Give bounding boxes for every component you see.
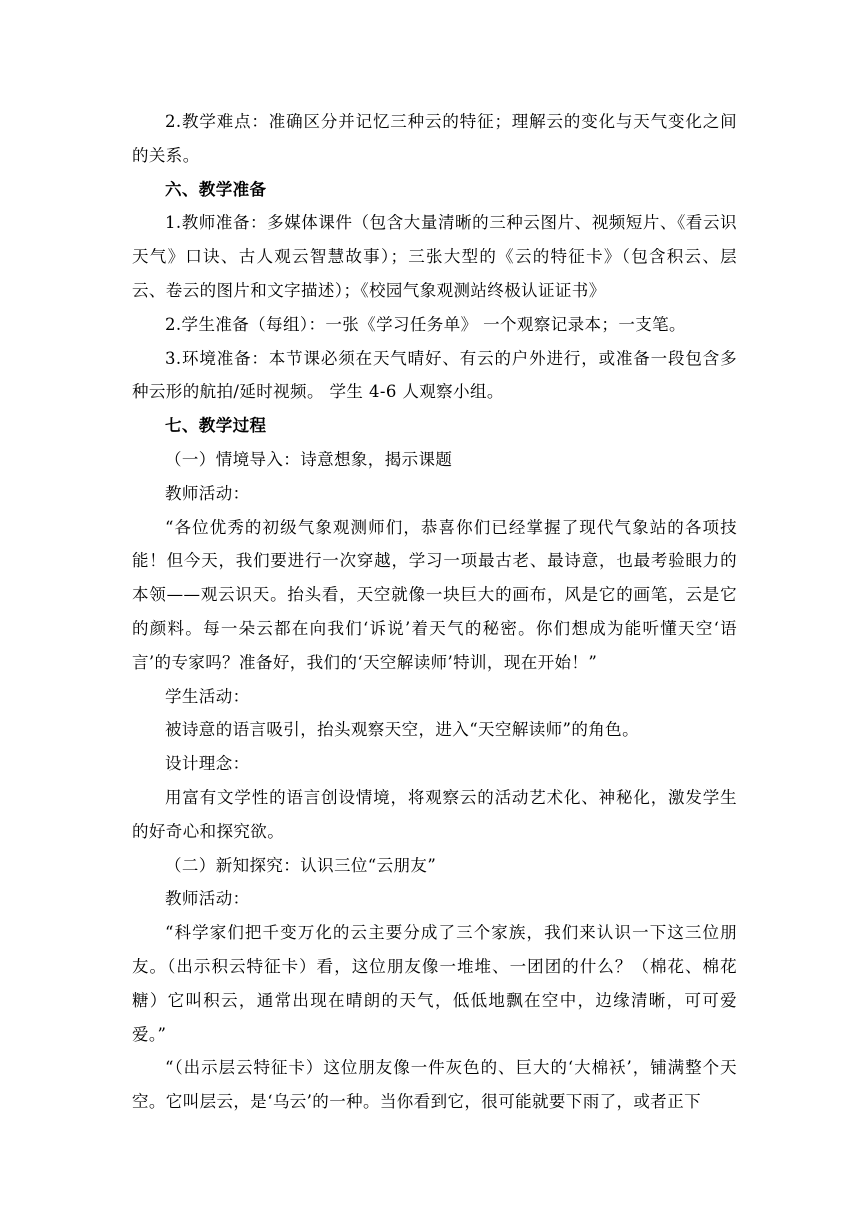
label-student-activity: 学生活动： [165, 686, 250, 706]
label-teacher-activity-2: 教师活动： [165, 889, 250, 909]
paragraph-environment-preparation: 3.环境准备：本节课必须在天气晴好、有云的户外进行，或准备一段包含多种云形的航拍/延时视频。 学生 4-6 人观察小组。 [132, 348, 737, 402]
subheading-new-knowledge: （二）新知探究：认识三位“云朋友” [165, 855, 437, 875]
subheading-situation-intro: （一）情境导入：诗意想象，揭示课题 [165, 449, 453, 469]
label-design-concept: 设计理念： [165, 754, 250, 774]
paragraph-teacher-preparation: 1.教师准备：多媒体课件（包含大量清晰的三种云图片、视频短片、《看云识天气》口诀、古人观云智慧故事）；三张大型的《云的特征卡》（包含积云、层云、卷云的图片和文字描述）；《校园气象观测站终极认证证书》 [132, 213, 737, 300]
heading-teaching-process: 七、教学过程 [165, 416, 267, 436]
paragraph-teacher-speech-clouds: “科学家们把千变万化的云主要分成了三个家族，我们来认识一下这三位朋友。（出示积云特征卡）看，这位朋友像一堆堆、一团团的什么？（棉花、棉花糖）它叫积云，通常出现在晴朗的天气，低低地飘在空中，边缘清晰，可可爱爱。” [132, 923, 737, 1044]
paragraph-design-concept: 用富有文学性的语言创设情境，将观察云的活动艺术化、神秘化，激发学生的好奇心和探究欲。 [132, 787, 737, 841]
paragraph-teacher-speech-intro: “各位优秀的初级气象观测师们，恭喜你们已经掌握了现代气象站的各项技能！但今天，我们要进行一次穿越，学习一项最古老、最诗意，也最考验眼力的本领——观云识天。抬头看，天空就像一块巨大的画布，风是它的画笔，云是它的颜料。每一朵云都在向我们‘诉说’着天气的秘密。你们想成为能听懂天空‘语言’的专家吗？准备好，我们的‘天空解读师’特训，现在开始！” [132, 517, 737, 672]
paragraph-teacher-speech-stratus: “（出示层云特征卡）这位朋友像一件灰色的、巨大的‘大棉袄’，铺满整个天空。它叫层云，是‘乌云’的一种。当你看到它，很可能就要下雨了，或者正下 [132, 1058, 737, 1112]
document-page [132, 105, 737, 1119]
paragraph-teaching-difficulty: 2.教学难点：准确区分并记忆三种云的特征；理解云的变化与天气变化之间的关系。 [132, 112, 737, 165]
label-teacher-activity: 教师活动： [165, 483, 250, 503]
heading-teaching-preparation: 六、教学准备 [165, 179, 267, 199]
paragraph-student-activity: 被诗意的语言吸引，抬头观察天空，进入“天空解读师”的角色。 [165, 720, 639, 740]
paragraph-student-preparation: 2.学生准备（每组）：一张《学习任务单》 一个观察记录本；一支笔。 [165, 314, 686, 334]
